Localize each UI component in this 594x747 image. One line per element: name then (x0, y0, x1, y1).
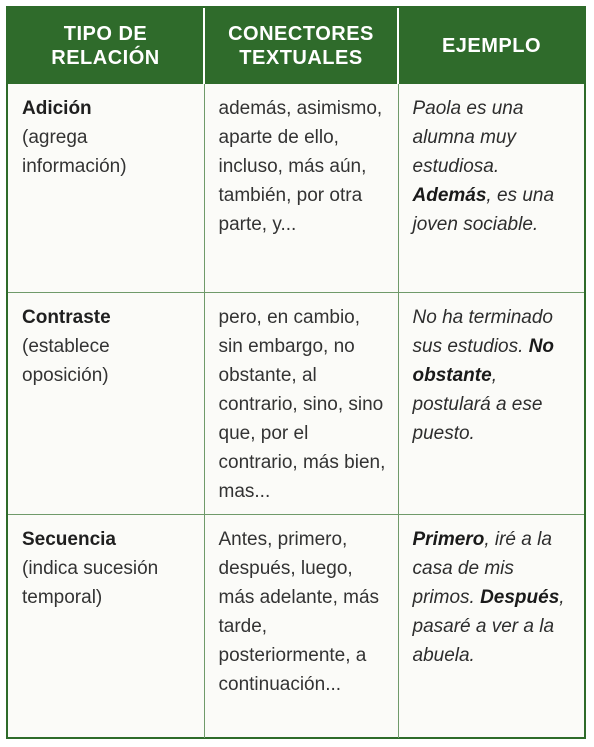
example-connector-second: Después (480, 587, 560, 608)
connectors-cell (204, 293, 398, 515)
header-example: EJEMPLO (398, 8, 584, 84)
relation-description: (indica sucesión temporal) (22, 558, 159, 608)
connectors-list: además, asimismo, aparte de ello, incluso, más aún, también, por otra parte, y... (218, 98, 383, 235)
relation-description: (agrega información) (22, 127, 127, 177)
table-header (8, 8, 584, 84)
example-connector: No obstante (412, 336, 555, 386)
example-cell (398, 515, 584, 739)
example-connector-first: Primero (412, 529, 485, 550)
header-relation-type: TIPO DE RELACIÓN (8, 8, 204, 84)
example-cell (398, 293, 584, 515)
connectors-table-frame (6, 6, 586, 739)
header-connectors: CONECTORES TEXTUALES (204, 8, 398, 84)
example-lead: No ha terminado sus estudios. (412, 307, 553, 357)
connectors-cell (204, 515, 398, 739)
table-row (8, 84, 584, 293)
example-cell (398, 84, 584, 293)
table-row (8, 293, 584, 515)
relation-cell (8, 84, 204, 293)
relation-type: Secuencia (22, 529, 116, 550)
table-body (8, 84, 584, 738)
relation-type: Contraste (22, 307, 111, 328)
example-tail: , postulará a ese puesto. (412, 365, 543, 444)
relation-type: Adición (22, 98, 92, 119)
relation-cell (8, 293, 204, 515)
example-tail: , pasaré a ver a la abuela. (412, 587, 565, 666)
connectors-cell (204, 84, 398, 293)
relation-cell (8, 515, 204, 739)
example-tail: , es una joven sociable. (412, 185, 555, 235)
table-row (8, 515, 584, 739)
connectors-table (8, 8, 584, 738)
relation-description: (establece oposición) (22, 336, 110, 386)
connectors-list: Antes, primero, después, luego, más adelante, más tarde, posteriormente, a continuación... (218, 529, 380, 695)
example-lead: Paola es una alumna muy estudiosa. (412, 98, 524, 177)
header-row (8, 8, 584, 84)
example-connector: Además (412, 185, 487, 206)
connectors-list: pero, en cambio, sin embargo, no obstante, al contrario, sino, sino que, por el contrario, más bien, mas... (218, 307, 386, 502)
example-middle: , iré a la casa de mis primos. (412, 529, 552, 608)
